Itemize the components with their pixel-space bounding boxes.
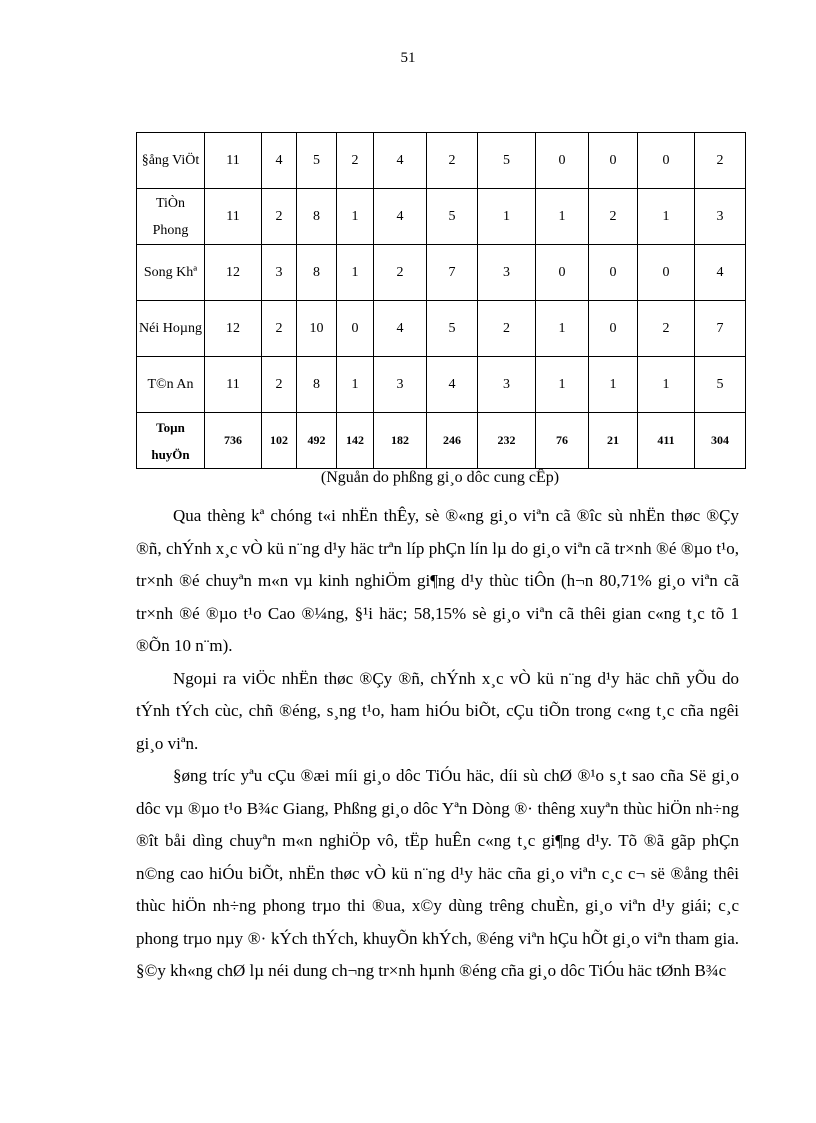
value-cell: 8 — [297, 245, 337, 301]
value-cell: 3 — [262, 245, 297, 301]
value-cell: 4 — [262, 133, 297, 189]
value-cell: 5 — [478, 133, 536, 189]
value-cell: 0 — [589, 245, 638, 301]
commune-name-cell: TiÒn Phong — [137, 189, 205, 245]
value-cell: 2 — [478, 301, 536, 357]
value-cell: 4 — [374, 133, 427, 189]
value-cell: 12 — [205, 245, 262, 301]
value-cell: 8 — [297, 189, 337, 245]
value-cell: 4 — [427, 357, 478, 413]
value-cell: 2 — [589, 189, 638, 245]
value-cell: 12 — [205, 301, 262, 357]
paragraph: Qua thèng kª chóng t«i nhËn thÊy, sè ®«ng gi¸o viªn cã ®îc sù nhËn thøc ®Çy ®ñ, chÝnh x¸c vÒ kü n¨ng d¹y häc trªn líp phÇn lín lµ do gi¸o viªn cã tr×nh ®é ®µo t¹o, tr×nh ®é chuyªn m«n vµ kinh nghiÖm gi¶ng d¹y thùc tiÔn (h¬n 80,71% gi¸o viªn cã tr×nh ®é ®µo t¹o Cao ®¼ng, §¹i häc; 58,15% sè gi¸o viªn cã thêi gian c«ng t¸c tõ 1 ®Õn 10 n¨m). — [136, 506, 739, 655]
commune-name-cell: Song Khª — [137, 245, 205, 301]
value-cell: 1 — [478, 189, 536, 245]
value-cell: 304 — [695, 413, 746, 469]
value-cell: 411 — [638, 413, 695, 469]
table-total-row — [137, 413, 746, 469]
value-cell: 4 — [695, 245, 746, 301]
value-cell: 0 — [589, 301, 638, 357]
statistics-table — [136, 132, 746, 469]
value-cell: 2 — [262, 189, 297, 245]
value-cell: 2 — [337, 133, 374, 189]
value-cell: 3 — [374, 357, 427, 413]
value-cell: 0 — [638, 133, 695, 189]
value-cell: 11 — [205, 133, 262, 189]
value-cell: 1 — [638, 189, 695, 245]
value-cell: 4 — [374, 189, 427, 245]
paragraph: Ngoµi ra viÖc nhËn thøc ®Çy ®ñ, chÝnh x¸c vÒ kü n¨ng d¹y häc chñ yÕu do tÝnh tÝch cùc, chñ ®éng, s¸ng t¹o, ham hiÓu biÕt, cÇu tiÕn trong c«ng t¸c cña ngêi gi¸o viªn. — [136, 668, 739, 753]
table-row — [137, 301, 746, 357]
source-note: (Nguån do phßng gi¸o dôc cung cÊp) — [320, 469, 560, 486]
value-cell: 0 — [589, 133, 638, 189]
value-cell: 76 — [536, 413, 589, 469]
value-cell: 1 — [337, 357, 374, 413]
commune-name-cell: §ång ViÖt — [137, 133, 205, 189]
value-cell: 1 — [536, 301, 589, 357]
value-cell: 11 — [205, 189, 262, 245]
value-cell: 5 — [427, 189, 478, 245]
value-cell: 5 — [427, 301, 478, 357]
value-cell: 5 — [297, 133, 337, 189]
value-cell: 5 — [695, 357, 746, 413]
value-cell: 7 — [427, 245, 478, 301]
table-row — [137, 245, 746, 301]
commune-name-cell: Toµn huyÖn — [137, 413, 205, 469]
value-cell: 2 — [262, 301, 297, 357]
value-cell: 2 — [262, 357, 297, 413]
value-cell: 3 — [695, 189, 746, 245]
value-cell: 3 — [478, 357, 536, 413]
value-cell: 3 — [478, 245, 536, 301]
value-cell: 2 — [427, 133, 478, 189]
value-cell: 1 — [589, 357, 638, 413]
table-row — [137, 133, 746, 189]
page-number: 51 — [400, 50, 416, 66]
value-cell: 1 — [536, 357, 589, 413]
value-cell: 11 — [205, 357, 262, 413]
commune-name-cell: T©n An — [137, 357, 205, 413]
value-cell: 736 — [205, 413, 262, 469]
value-cell: 2 — [638, 301, 695, 357]
value-cell: 1 — [536, 189, 589, 245]
value-cell: 1 — [337, 245, 374, 301]
value-cell: 102 — [262, 413, 297, 469]
value-cell: 182 — [374, 413, 427, 469]
commune-name-cell: Néi Hoµng — [137, 301, 205, 357]
paragraph: §øng tríc yªu cÇu ®æi míi gi¸o dôc TiÓu häc, díi sù chØ ®¹o s¸t sao cña Së gi¸o dôc vµ ®µo t¹o B¾c Giang, Phßng gi¸o dôc Yªn Dòng ®· thêng xuyªn thùc hiÖn nh÷ng ®ît båi dìng chuyªn m«n nghiÖp vô, tËp huÊn c«ng t¸c gi¶ng d¹y. Tõ ®ã gãp phÇn n©ng cao hiÓu biÕt, nhËn thøc vÒ kü n¨ng d¹y häc cña gi¸o viªn c¸c c¬ së ®ång thêi thùc hiÖn nh÷ng phong trµo thi ®ua, x©y dùng trêng chuÈn, gi¸o viªn d¹y giái; c¸c phong trµo nµy ®· kÝch thÝch, khuyÕn khÝch, ®éng viªn hÇu hÕt gi¸o viªn tham gia. §©y kh«ng chØ lµ néi dung ch¬ng tr×nh hµnh ®éng cña gi¸o dôc TiÓu häc tØnh B¾c — [136, 766, 739, 980]
value-cell: 492 — [297, 413, 337, 469]
value-cell: 21 — [589, 413, 638, 469]
body-text — [136, 500, 739, 988]
value-cell: 0 — [638, 245, 695, 301]
value-cell: 0 — [536, 133, 589, 189]
value-cell: 246 — [427, 413, 478, 469]
value-cell: 0 — [536, 245, 589, 301]
table-row — [137, 357, 746, 413]
value-cell: 10 — [297, 301, 337, 357]
value-cell: 2 — [374, 245, 427, 301]
value-cell: 8 — [297, 357, 337, 413]
value-cell: 232 — [478, 413, 536, 469]
value-cell: 0 — [337, 301, 374, 357]
value-cell: 2 — [695, 133, 746, 189]
value-cell: 1 — [337, 189, 374, 245]
value-cell: 7 — [695, 301, 746, 357]
value-cell: 1 — [638, 357, 695, 413]
value-cell: 4 — [374, 301, 427, 357]
value-cell: 142 — [337, 413, 374, 469]
table-row — [137, 189, 746, 245]
